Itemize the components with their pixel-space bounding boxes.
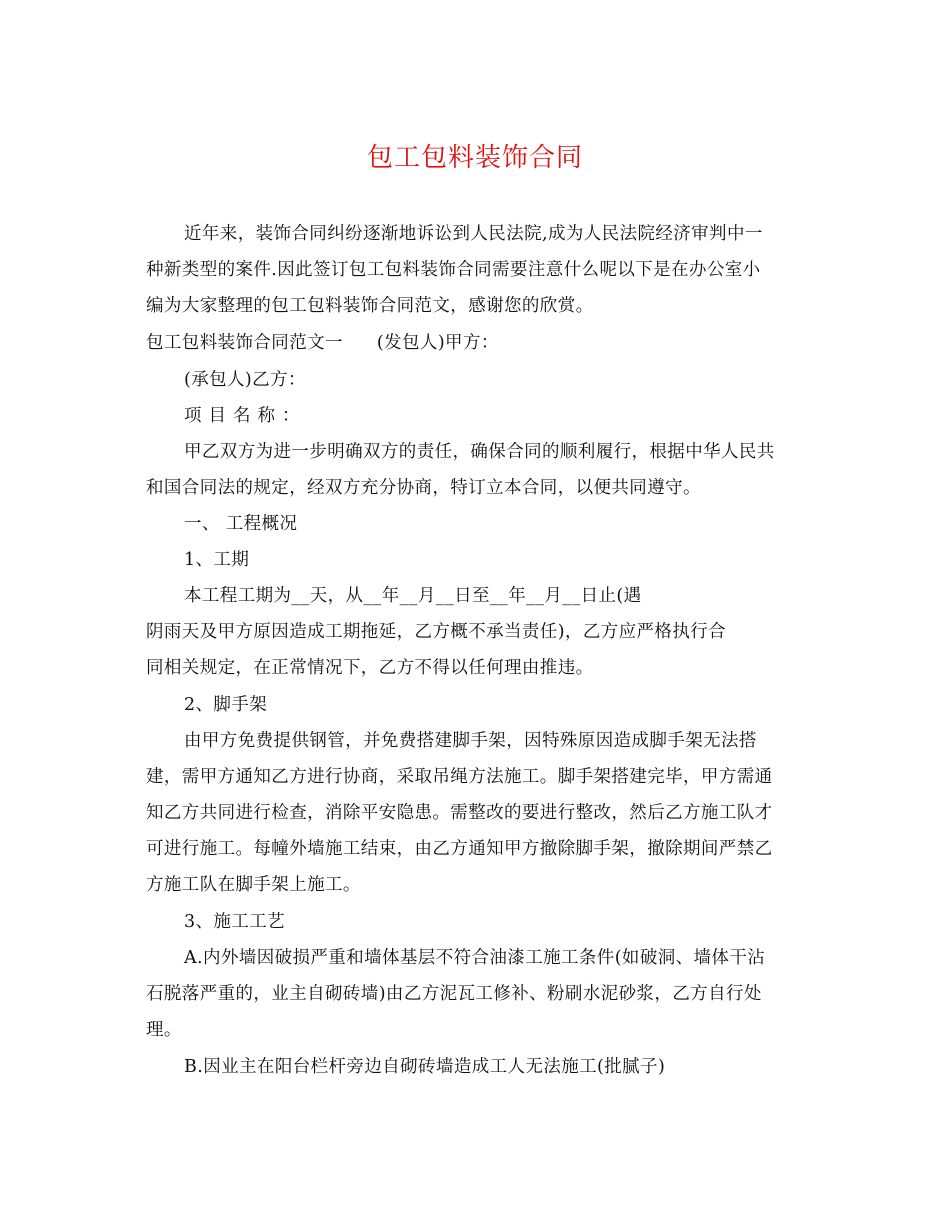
intro-line-2: 种新类型的案件.因此签订包工包料装饰合同需要注意什么呢以下是在办公室小 — [146, 260, 761, 280]
sample-heading-row — [146, 331, 499, 355]
preamble-line-1: 甲乙双方为进一步明确双方的责任，确保合同的顺利履行，根据中华人民共 — [184, 442, 775, 462]
intro-line-1: 近年来，装饰合同纠纷逐渐地诉讼到人民法院,成为人民法院经济审判中一 — [184, 224, 763, 244]
item-3-a-line-3: 理。 — [146, 1020, 182, 1040]
item-3-a-line-1: A.内外墙因破损严重和墙体基层不符合油漆工施工条件(如破洞、墙体干沾 — [184, 948, 766, 968]
document-title: 包工包料装饰合同 — [366, 143, 583, 173]
item-1-line-3: 同相关规定，在正常情况下，乙方不得以任何理由推违。 — [146, 658, 594, 678]
item-1-heading: 1、工期 — [184, 550, 250, 570]
item-1-line-2: 阴雨天及甲方原因造成工期拖延，乙方概不承当责任)，乙方应严格执行合 — [146, 622, 727, 642]
item-2-line-2: 建，需甲方通知乙方进行协商，采取吊绳方法施工。脚手架搭建完毕，甲方需通 — [146, 767, 773, 787]
item-1-line-1: 本工程工期为__天，从__年__月__日至__年__月__日止(遇 — [184, 586, 642, 606]
item-2-line-1: 由甲方免费提供钢管，并免费搭建脚手架，因特殊原因造成脚手架无法搭 — [184, 731, 757, 751]
item-3-b-line-1: B.因业主在阳台栏杆旁边自砌砖墙造成工人无法施工(批腻子) — [184, 1057, 666, 1077]
sample-title: 包工包料装饰合同范文一 — [146, 333, 343, 353]
item-2-line-3: 知乙方共同进行检查，消除平安隐患。需整改的要进行整改，然后乙方施工队才 — [146, 803, 773, 823]
item-2-line-5: 方施工队在脚手架上施工。 — [146, 875, 361, 895]
item-2-heading: 2、脚手架 — [184, 695, 268, 715]
intro-line-3: 编为大家整理的包工包料装饰合同范文，感谢您的欣赏。 — [146, 296, 594, 316]
project-name-label: 项目名称： — [184, 406, 307, 426]
item-2-line-4: 可进行施工。每幢外墙施工结束，由乙方通知甲方撤除脚手架，撤除期间严禁乙 — [146, 839, 773, 859]
party-a-label: (发包人)甲方： — [376, 333, 499, 353]
preamble-line-2: 和国合同法的规定，经双方充分协商，特订立本合同，以便共同遵守。 — [146, 478, 701, 498]
item-3-heading: 3、施工工艺 — [184, 912, 286, 932]
section-1-heading: 一、 工程概况 — [184, 514, 298, 534]
party-b-label: (承包人)乙方： — [184, 370, 306, 390]
item-3-a-line-2: 石脱落严重的，业主自砌砖墙)由乙方泥瓦工修补、粉刷水泥砂浆，乙方自行处 — [146, 984, 762, 1004]
